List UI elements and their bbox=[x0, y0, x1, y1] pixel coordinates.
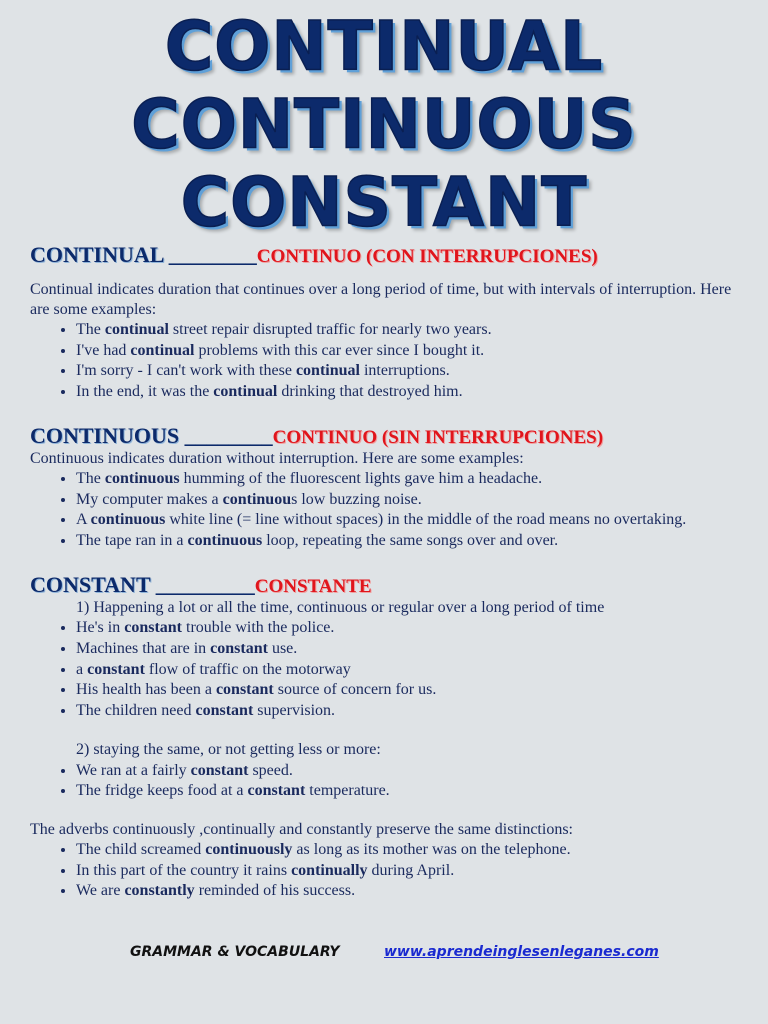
list-item bbox=[76, 618, 748, 639]
continuous-intro: Continuous indicates duration without interruption. Here are some examples: bbox=[30, 449, 524, 467]
continuous-translation: CONTINUO (SIN INTERRUPCIONES) bbox=[272, 426, 604, 448]
example-text: A bbox=[76, 511, 91, 529]
example-text: My computer makes a bbox=[76, 490, 223, 508]
example-keyword: continual bbox=[213, 383, 278, 401]
continual-intro: Continual indicates duration that continues over a long period of time, but with intervals of interruption. Here are some examples: bbox=[30, 281, 732, 318]
list-item bbox=[76, 861, 748, 882]
adverbs-examples bbox=[30, 840, 748, 902]
example-text: a bbox=[76, 660, 88, 678]
example-text: source of concern for us. bbox=[273, 681, 437, 699]
content bbox=[30, 240, 748, 902]
example-keyword: constant bbox=[195, 702, 254, 720]
footer-label: GRAMMAR & VOCABULARY bbox=[130, 944, 340, 960]
example-text: In this part of the country it rains bbox=[76, 861, 292, 879]
example-keyword: continuous bbox=[104, 469, 180, 487]
constant-heading bbox=[30, 572, 748, 598]
list-item bbox=[76, 382, 748, 403]
footer-website-link[interactable]: www.aprendeinglesenleganes.com bbox=[384, 944, 659, 960]
list-item bbox=[76, 531, 748, 552]
continual-heading bbox=[30, 242, 748, 268]
example-text: street repair disrupted traffic for nearly two years. bbox=[168, 321, 492, 338]
constant-translation: CONSTANTE bbox=[254, 575, 372, 597]
example-text: I've had bbox=[76, 341, 131, 359]
constant-examples-2 bbox=[30, 761, 748, 802]
example-text: drinking that destroyed him. bbox=[277, 383, 463, 401]
example-text: problems with this car ever since I bought it. bbox=[194, 341, 485, 359]
example-text: The bbox=[76, 321, 105, 338]
example-text: His health has been a bbox=[76, 681, 216, 699]
continual-translation: CONTINUO (CON INTERRUPCIONES) bbox=[256, 246, 598, 267]
example-keyword: continuously bbox=[205, 840, 293, 858]
example-keyword: continual bbox=[295, 362, 360, 380]
example-keyword: constant bbox=[87, 660, 145, 678]
example-keyword: continuou bbox=[222, 490, 292, 508]
constant-heading-word: CONSTANT bbox=[30, 571, 151, 597]
example-keyword: constant bbox=[190, 761, 249, 779]
example-text: s low buzzing noise. bbox=[291, 490, 422, 508]
constant-examples-1 bbox=[30, 618, 748, 722]
example-text: He's in bbox=[76, 619, 125, 637]
example-text: speed. bbox=[248, 761, 293, 779]
example-text: We are bbox=[76, 882, 125, 900]
example-text: humming of the fluorescent lights gave him a headache. bbox=[179, 469, 543, 487]
example-text: We ran at a fairly bbox=[76, 761, 191, 779]
example-text: The children need bbox=[76, 702, 196, 720]
example-text: use. bbox=[267, 640, 298, 658]
continuous-heading-word: CONTINUOUS bbox=[30, 422, 180, 448]
list-item bbox=[76, 701, 748, 722]
list-item bbox=[76, 320, 748, 341]
example-text: trouble with the police. bbox=[182, 619, 335, 637]
example-keyword: continual bbox=[130, 341, 195, 359]
continuous-heading bbox=[30, 423, 748, 449]
example-text: I'm sorry - I can't work with these bbox=[76, 362, 296, 380]
list-item bbox=[76, 341, 748, 362]
example-text: temperature. bbox=[305, 782, 390, 800]
example-keyword: constant bbox=[247, 782, 306, 800]
title-line-constant: CONSTANT bbox=[180, 163, 588, 242]
example-text: reminded of his success. bbox=[194, 882, 356, 900]
list-item bbox=[76, 361, 748, 382]
example-text: The child screamed bbox=[76, 840, 206, 858]
example-text: supervision. bbox=[253, 702, 336, 720]
constant-meaning-1: 1) Happening a lot or all the time, continuous or regular over a long period of time bbox=[76, 598, 605, 616]
example-text: white line (= line without spaces) in the middle of the road means no overtaking. bbox=[165, 511, 687, 529]
example-text: The fridge keeps food at a bbox=[76, 782, 248, 800]
example-keyword: continuous bbox=[90, 511, 166, 529]
example-text: flow of traffic on the motorway bbox=[144, 660, 351, 678]
example-text: loop, repeating the same songs over and over. bbox=[262, 531, 559, 549]
list-item bbox=[76, 660, 748, 681]
list-item bbox=[76, 781, 748, 802]
list-item bbox=[76, 840, 748, 861]
example-keyword: constant bbox=[210, 640, 268, 658]
example-text: as long as its mother was on the telephone. bbox=[292, 840, 571, 858]
example-keyword: continuous bbox=[187, 531, 263, 549]
constant-heading-blank: _________ bbox=[150, 571, 255, 597]
example-keyword: constant bbox=[215, 681, 274, 699]
list-item bbox=[76, 881, 748, 902]
continual-examples bbox=[30, 320, 748, 403]
example-text: The bbox=[76, 469, 105, 487]
example-keyword: continual bbox=[104, 321, 169, 338]
list-item bbox=[76, 680, 748, 701]
example-text: Machines that are in bbox=[76, 640, 211, 658]
example-keyword: constantly bbox=[124, 882, 195, 900]
constant-meaning-2: 2) staying the same, or not getting less or more: bbox=[76, 740, 381, 758]
title-block bbox=[0, 0, 768, 242]
list-item bbox=[76, 490, 748, 511]
title-line-continual: CONTINUAL bbox=[164, 7, 604, 86]
list-item bbox=[76, 761, 748, 782]
list-item bbox=[76, 510, 748, 531]
example-keyword: continually bbox=[291, 861, 368, 879]
example-text: In the end, it was the bbox=[76, 383, 214, 401]
continual-heading-blank: ________ bbox=[163, 242, 257, 267]
continuous-examples bbox=[30, 469, 748, 552]
example-text: interruptions. bbox=[359, 362, 450, 380]
continuous-heading-blank: ________ bbox=[179, 422, 273, 448]
example-text: during April. bbox=[367, 861, 455, 879]
adverbs-intro: The adverbs continuously ,continually and constantly preserve the same distinctions: bbox=[30, 820, 573, 838]
list-item bbox=[76, 469, 748, 490]
example-text: The tape ran in a bbox=[76, 531, 188, 549]
example-keyword: constant bbox=[124, 619, 182, 637]
title-line-continuous: CONTINUOUS bbox=[131, 85, 637, 164]
continual-heading-word: CONTINUAL bbox=[30, 242, 164, 267]
list-item bbox=[76, 639, 748, 660]
